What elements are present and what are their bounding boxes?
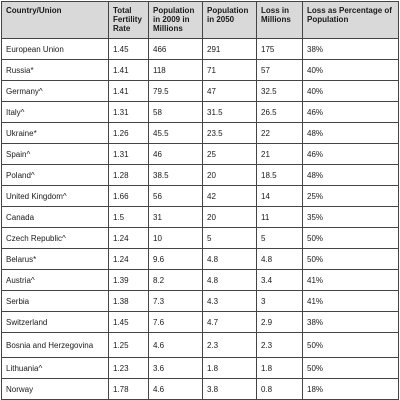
table-row [2, 144, 399, 165]
fertility-rate-cell: 1.31 [109, 144, 149, 165]
population-2050-cell: 1.8 [203, 358, 257, 379]
country-cell: Belarus* [2, 249, 109, 270]
population-2050-cell: 4.7 [203, 312, 257, 333]
loss-percentage-cell: 38% [303, 39, 399, 60]
loss-percentage-cell: 48% [303, 165, 399, 186]
population-2009-cell: 31 [149, 207, 203, 228]
loss-percentage-cell: 41% [303, 291, 399, 312]
loss-percentage-cell: 41% [303, 270, 399, 291]
fertility-rate-cell: 1.23 [109, 358, 149, 379]
loss-millions-cell: 32.5 [257, 81, 303, 102]
fertility-rate-cell: 1.24 [109, 249, 149, 270]
country-cell: Italy^ [2, 102, 109, 123]
fertility-rate-cell: 1.26 [109, 123, 149, 144]
country-cell: Austria^ [2, 270, 109, 291]
fertility-rate-cell: 1.41 [109, 60, 149, 81]
loss-percentage-cell: 38% [303, 312, 399, 333]
population-2009-cell: 466 [149, 39, 203, 60]
country-cell: Czech Republic^ [2, 228, 109, 249]
fertility-rate-cell: 1.66 [109, 186, 149, 207]
loss-millions-cell: 5 [257, 228, 303, 249]
table-row [2, 207, 399, 228]
country-cell: European Union [2, 39, 109, 60]
fertility-rate-cell: 1.5 [109, 207, 149, 228]
loss-percentage-cell: 25% [303, 186, 399, 207]
population-table-container [1, 1, 398, 399]
population-2050-cell: 3.8 [203, 379, 257, 400]
population-2050-cell: 71 [203, 60, 257, 81]
country-cell: Lithuania^ [2, 358, 109, 379]
population-2009-cell: 118 [149, 60, 203, 81]
fertility-rate-cell: 1.45 [109, 312, 149, 333]
population-2050-cell: 291 [203, 39, 257, 60]
population-2050-cell: 20 [203, 165, 257, 186]
fertility-rate-cell: 1.31 [109, 102, 149, 123]
fertility-rate-cell: 1.78 [109, 379, 149, 400]
loss-millions-cell: 21 [257, 144, 303, 165]
population-2050-cell: 42 [203, 186, 257, 207]
population-2050-cell: 4.8 [203, 249, 257, 270]
header-population-2009: Population in 2009 in Millions [149, 2, 203, 39]
loss-percentage-cell: 50% [303, 358, 399, 379]
population-2009-cell: 45.5 [149, 123, 203, 144]
loss-percentage-cell: 35% [303, 207, 399, 228]
population-2009-cell: 7.3 [149, 291, 203, 312]
table-row [2, 102, 399, 123]
header-country: Country/Union [2, 2, 109, 39]
population-2009-cell: 8.2 [149, 270, 203, 291]
fertility-rate-cell: 1.41 [109, 81, 149, 102]
fertility-rate-cell: 1.38 [109, 291, 149, 312]
population-2050-cell: 5 [203, 228, 257, 249]
loss-millions-cell: 26.5 [257, 102, 303, 123]
loss-millions-cell: 1.8 [257, 358, 303, 379]
population-2050-cell: 20 [203, 207, 257, 228]
country-cell: Norway [2, 379, 109, 400]
table-row [2, 291, 399, 312]
loss-percentage-cell: 50% [303, 228, 399, 249]
header-loss-millions: Loss in Millions [257, 2, 303, 39]
table-header [2, 2, 399, 39]
country-cell: Serbia [2, 291, 109, 312]
loss-percentage-cell: 40% [303, 81, 399, 102]
population-2009-cell: 58 [149, 102, 203, 123]
loss-percentage-cell: 46% [303, 144, 399, 165]
population-2009-cell: 4.6 [149, 379, 203, 400]
country-cell: Canada [2, 207, 109, 228]
country-cell: Switzerland [2, 312, 109, 333]
country-cell: Russia* [2, 60, 109, 81]
table-row [2, 228, 399, 249]
header-fertility-rate: Total Fertility Rate [109, 2, 149, 39]
header-population-2050: Population in 2050 [203, 2, 257, 39]
population-2050-cell: 31.5 [203, 102, 257, 123]
population-2050-cell: 4.3 [203, 291, 257, 312]
loss-millions-cell: 3.4 [257, 270, 303, 291]
loss-millions-cell: 2.9 [257, 312, 303, 333]
population-2050-cell: 25 [203, 144, 257, 165]
loss-millions-cell: 2.3 [257, 333, 303, 358]
country-cell: Poland^ [2, 165, 109, 186]
population-2009-cell: 4.6 [149, 333, 203, 358]
country-cell: Germany^ [2, 81, 109, 102]
table-row [2, 123, 399, 144]
table-row [2, 165, 399, 186]
population-2009-cell: 56 [149, 186, 203, 207]
population-2009-cell: 9.6 [149, 249, 203, 270]
table-row [2, 186, 399, 207]
fertility-rate-cell: 1.24 [109, 228, 149, 249]
population-2009-cell: 10 [149, 228, 203, 249]
loss-percentage-cell: 40% [303, 60, 399, 81]
fertility-rate-cell: 1.45 [109, 39, 149, 60]
table-row [2, 358, 399, 379]
population-2009-cell: 7.6 [149, 312, 203, 333]
population-2050-cell: 23.5 [203, 123, 257, 144]
loss-percentage-cell: 48% [303, 123, 399, 144]
country-cell: Bosnia and Herzegovina [2, 333, 109, 358]
table-row [2, 81, 399, 102]
population-2009-cell: 3.6 [149, 358, 203, 379]
table-row [2, 270, 399, 291]
table-row [2, 312, 399, 333]
population-2009-cell: 38.5 [149, 165, 203, 186]
population-2050-cell: 4.8 [203, 270, 257, 291]
fertility-rate-cell: 1.28 [109, 165, 149, 186]
population-2050-cell: 47 [203, 81, 257, 102]
country-cell: United Kingdom^ [2, 186, 109, 207]
loss-millions-cell: 0.8 [257, 379, 303, 400]
loss-millions-cell: 175 [257, 39, 303, 60]
loss-millions-cell: 11 [257, 207, 303, 228]
loss-percentage-cell: 50% [303, 333, 399, 358]
country-cell: Spain^ [2, 144, 109, 165]
header-loss-percentage: Loss as Percentage of Population [303, 2, 399, 39]
table-row [2, 60, 399, 81]
table-row [2, 39, 399, 60]
loss-percentage-cell: 46% [303, 102, 399, 123]
population-2009-cell: 79.5 [149, 81, 203, 102]
loss-millions-cell: 18.5 [257, 165, 303, 186]
population-loss-table [1, 1, 399, 400]
loss-millions-cell: 22 [257, 123, 303, 144]
population-2050-cell: 2.3 [203, 333, 257, 358]
loss-millions-cell: 57 [257, 60, 303, 81]
table-row [2, 379, 399, 400]
country-cell: Ukraine* [2, 123, 109, 144]
fertility-rate-cell: 1.39 [109, 270, 149, 291]
loss-percentage-cell: 50% [303, 249, 399, 270]
loss-millions-cell: 3 [257, 291, 303, 312]
header-row [2, 2, 399, 39]
loss-millions-cell: 14 [257, 186, 303, 207]
table-row [2, 333, 399, 358]
population-2009-cell: 46 [149, 144, 203, 165]
loss-millions-cell: 4.8 [257, 249, 303, 270]
table-body [2, 39, 399, 400]
loss-percentage-cell: 18% [303, 379, 399, 400]
table-row [2, 249, 399, 270]
fertility-rate-cell: 1.25 [109, 333, 149, 358]
